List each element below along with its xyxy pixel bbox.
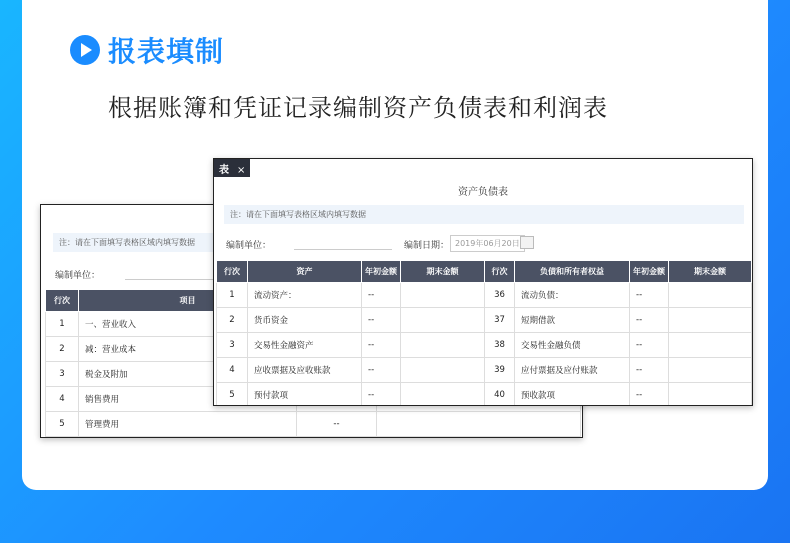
col-header: 行次 bbox=[217, 261, 248, 283]
fill-note: 注：请在下面填写表格区域内填写数据 bbox=[224, 205, 744, 224]
unit-input[interactable] bbox=[294, 249, 392, 250]
balance-table bbox=[216, 260, 752, 406]
table-row: 1 流动资产： -- 36 流动负债： -- bbox=[217, 283, 752, 308]
balance-sheet-window bbox=[213, 158, 753, 406]
table-row: 2 货币资金 -- 37 短期借款 -- bbox=[217, 308, 752, 333]
sheet-title: 资产负债表 bbox=[458, 187, 508, 198]
table-row: 3 税金及附加 bbox=[46, 362, 581, 387]
col-header: 行次 bbox=[485, 261, 515, 283]
table-row: 3 交易性金融资产 -- 38 交易性金融负债 -- bbox=[217, 333, 752, 358]
table-row: 5 预付款项 -- 40 预收款项 -- bbox=[217, 383, 752, 407]
tab-label: 表 bbox=[219, 165, 229, 176]
col-header: 行次 bbox=[46, 290, 79, 312]
unit-label: 编制单位： bbox=[55, 271, 101, 281]
col-header: 项目 bbox=[79, 290, 297, 312]
fill-note: 注：请在下面填写表格区域内填写数据 bbox=[53, 233, 573, 252]
window-tab[interactable] bbox=[214, 159, 250, 177]
section-header bbox=[70, 30, 224, 70]
date-label: 编制日期： bbox=[404, 241, 450, 251]
date-input[interactable]: 2019年06月20日 bbox=[450, 235, 525, 252]
calendar-icon[interactable] bbox=[520, 236, 534, 249]
col-header: 资产 bbox=[248, 261, 362, 283]
table-row: 5 管理费用 -- bbox=[46, 412, 581, 437]
close-icon[interactable]: × bbox=[237, 165, 246, 176]
col-header: 期末金额 bbox=[401, 261, 485, 283]
table-row: 4 应收票据及应收账款 -- 39 应付票据及应付账款 -- bbox=[217, 358, 752, 383]
col-header: 年初金额 bbox=[362, 261, 401, 283]
section-subtitle: 根据账簿和凭证记录编制资产负债表和利润表 bbox=[108, 94, 608, 122]
unit-label: 编制单位： bbox=[226, 241, 272, 251]
play-icon bbox=[70, 35, 100, 65]
table-row: 1 一、营业收入 bbox=[46, 312, 581, 337]
col-header: 负债和所有者权益 bbox=[515, 261, 630, 283]
col-header: 年初金额 bbox=[630, 261, 669, 283]
table-row: 2 减：营业成本 bbox=[46, 337, 581, 362]
section-title: 报表填制 bbox=[108, 35, 225, 68]
table-row: 4 销售费用 bbox=[46, 387, 581, 412]
col-header: 期末金额 bbox=[669, 261, 752, 283]
